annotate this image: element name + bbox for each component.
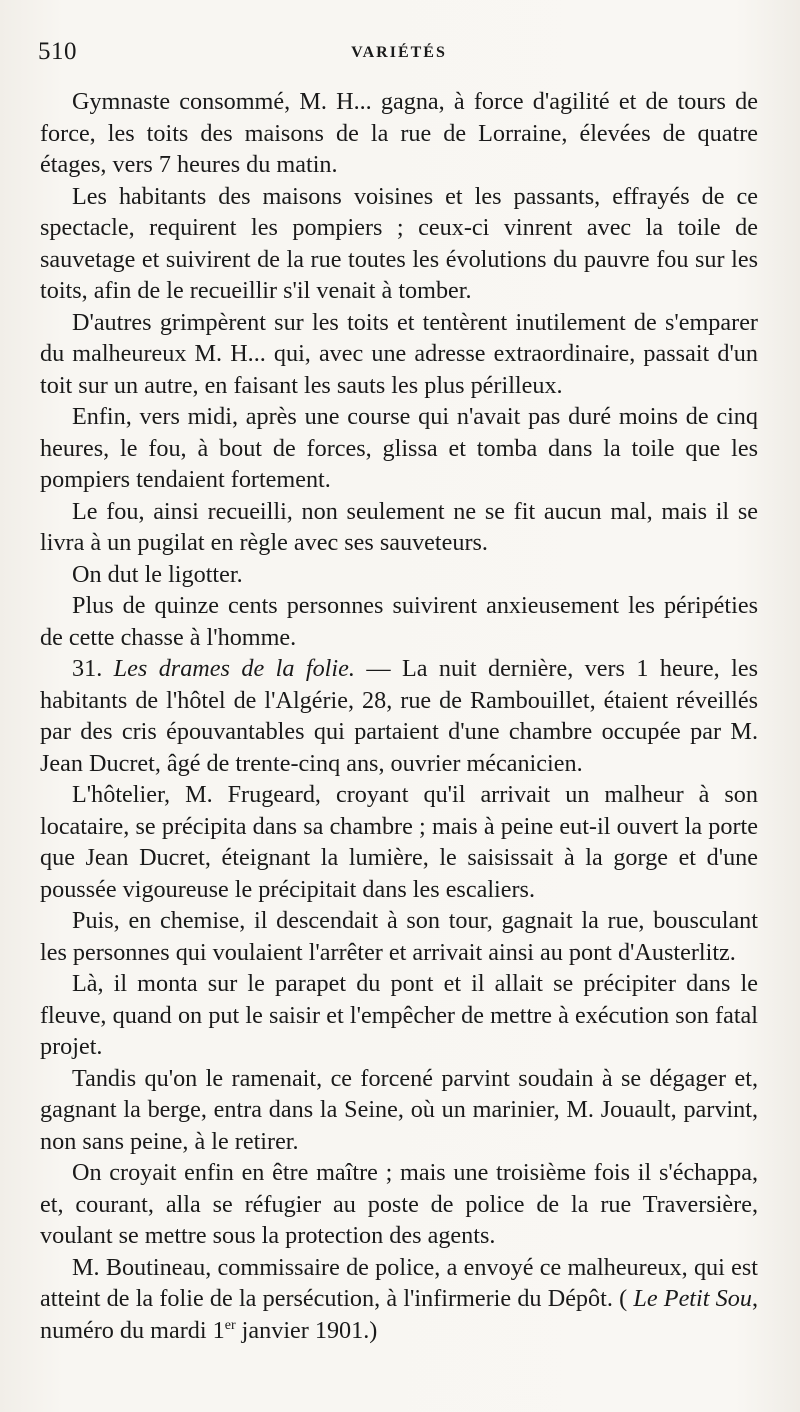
item-text: — La nuit dernière, vers 1 heure, les habitants de l'hôtel de l'Algérie, 28, rue de Rambouillet, étaient réveillés par des cris épouvantables qui partaient d'une chambre occupée par M. Jean Ducret, âgé de trente-cinq ans, ouvrier mécanicien.: [40, 655, 758, 777]
item-title: Les drames de la folie.: [113, 655, 355, 682]
paragraph: Puis, en chemise, il descendait à son tour, gagnait la rue, bousculant les personnes qui voulaient l'arrêter et arrivait ainsi au pont d'Austerlitz.: [40, 907, 758, 966]
item-number: 31.: [72, 655, 103, 682]
citation-date: janvier 1901.): [235, 1316, 378, 1344]
page-header: [38, 38, 760, 68]
paragraph: Gymnaste consommé, M. H... gagna, à force d'agilité et de tours de force, les toits des maisons de la rue de Lorraine, élevées de quatre étages, vers 7 heures du matin.: [40, 88, 758, 178]
ordinal-suffix: er: [224, 1317, 236, 1333]
citation-issue: , numéro du mardi 1: [40, 1285, 759, 1344]
source-title: Le Petit Sou: [633, 1285, 752, 1312]
article-body: [40, 86, 758, 1346]
citation-open-paren: (: [619, 1285, 628, 1312]
paragraph: Plus de quinze cents personnes suivirent anxieusement les péripéties de cette chasse à l'homme.: [40, 592, 758, 651]
page-number: 510: [38, 38, 77, 65]
paragraph: Enfin, vers midi, après une course qui n'avait pas duré moins de cinq heures, le fou, à bout de forces, glissa et tomba dans la toile que les pompiers tendaient fortement.: [40, 403, 758, 493]
paragraph: Là, il monta sur le parapet du pont et il allait se précipiter dans le fleuve, quand on put le saisir et l'empêcher de mettre à exécution son fatal projet.: [40, 970, 758, 1060]
paragraph: Le fou, ainsi recueilli, non seulement ne se fit aucun mal, mais il se livra à un pugilat en règle avec ses sauveteurs.: [40, 497, 758, 556]
paragraph: L'hôtelier, M. Frugeard, croyant qu'il arrivait un malheur à son locataire, se précipita dans sa chambre ; mais à peine eut-il ouvert la porte que Jean Ducret, éteignant la lumière, le saisissait à la gorge et d'une poussée vigoureuse le précipitait dans les escaliers.: [40, 781, 758, 903]
paragraph: D'autres grimpèrent sur les toits et tentèrent inutilement de s'emparer du malheureux M. H... qui, avec une adresse extraordinaire, passait d'un toit sur un autre, en faisant les sauts les plus périlleux.: [40, 308, 758, 399]
paragraph: On croyait enfin en être maître ; mais une troisième fois il s'échappa, et, courant, alla se réfugier au poste de police de la rue Traversière, voulant se mettre sous la protection des agents.: [40, 1159, 758, 1249]
paragraph: Les habitants des maisons voisines et les passants, effrayés de ce spectacle, requirent les pompiers ; ceux-ci vinrent avec la toile de sauvetage et suivirent de la rue toutes les évolutions du pauvre fou sur les toits, afin de le recueillir s'il venait à tomber.: [40, 182, 758, 304]
final-paragraph: [40, 1252, 758, 1347]
paragraph: On dut le ligotter.: [72, 560, 243, 588]
running-head: VARIÉTÉS: [351, 44, 447, 61]
item-31-paragraph: [40, 653, 758, 779]
final-text: M. Boutineau, commissaire de police, a envoyé ce malheureux, qui est atteint de la folie de la persécution, à l'infirmerie du Dépôt.: [40, 1253, 758, 1312]
paragraph: Tandis qu'on le ramenait, ce forcené parvint soudain à se dégager et, gagnant la berge, entra dans la Seine, où un marinier, M. Jouault, parvint, non sans peine, à le retirer.: [40, 1064, 758, 1155]
